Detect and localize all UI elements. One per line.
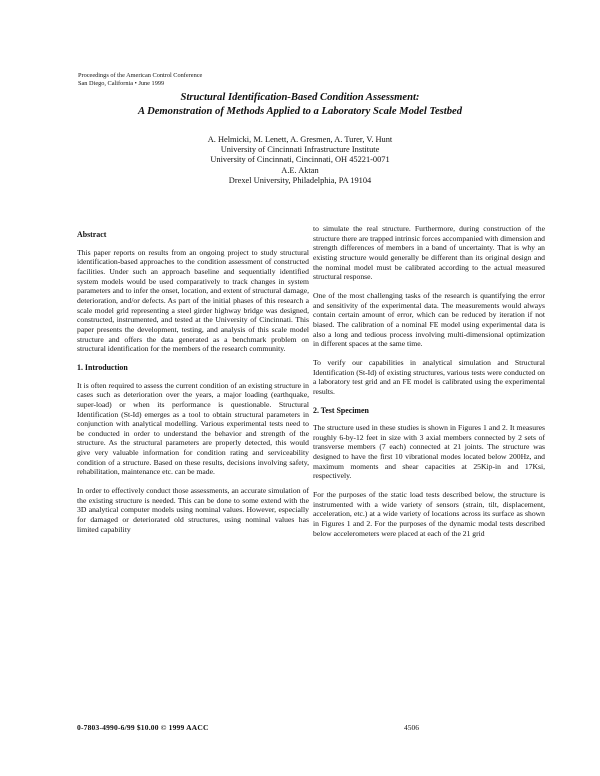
intro-paragraph-1: It is often required to assess the current condition of an existing structure in cases such as deterioration over the years, a major loading (earthquake, super-load) or when its performance is questionable. Structural Identification (St-Id) emerges as a tool to obtain structural parameters in conjunction with analytical modelling. Various experimental tests need to be conducted in order to understand the behavior and strength of the structure. As the structural parameters are properly detected, this would give very valuable information for condition rating and serviceability condition of a structure. Based on these results, decisions involving safety, rehabilitation, maintenance etc. can be made. — [77, 380, 309, 477]
address-2: Drexel University, Philadelphia, PA 19104 — [228, 175, 372, 185]
right-column — [313, 224, 545, 547]
paper-title — [60, 91, 540, 119]
right-paragraph-2: One of the most challenging tasks of the research is quantifying the error and sensitivity of the experimental data. The measurements would always contain certain amount of error, which can be reduced by iteration if not biased. The calibration of a nominal FE model using experimental data is also a long and tedious process involving multi-dimensional optimization in different spaces at the same time. — [313, 290, 545, 349]
author-names-2: A.E. Aktan — [281, 165, 319, 175]
right-paragraph-4: The structure used in these studies is shown in Figures 1 and 2. It measures roughly 6-by-12 feet in size with 3 axial members connected by 2 sets of transverse members (7 each) connected at 21 joints. The structure was designed to have the first 10 vibrational modes located below 200Hz, and maximum moments and shear capacities at 25Kip-in and 17Ksi, respectively. — [313, 423, 545, 481]
isbn-footer: 0-7803-4990-6/99 $10.00 © 1999 AACC — [77, 723, 209, 732]
address-1: University of Cincinnati, Cincinnati, OH 45221-0071 — [210, 155, 390, 165]
proceedings-location: San Diego, California • June 1999 — [78, 80, 165, 87]
intro-paragraph-2: In order to effectively conduct those assessments, an accurate simulation of the existing structure is needed. This can be done to some extend with the 3D analytical computer models using nominal values. However, especially for damaged or deteriorated old structures, using nominal values has limited capability — [77, 486, 309, 534]
proceedings-name: Proceedings of the American Control Conference — [78, 72, 203, 79]
right-paragraph-3: To verify our capabilities in analytical simulation and Structural Identification (St-Id) of existing structures, various tests were conducted on a laboratory test grid and an FE model is calibrated using the experimental results. — [313, 357, 545, 396]
abstract-text: This paper reports on results from an ongoing project to study structural identification-based approaches to the condition assessment of constructed facilities. Under such an approach baseline and sequentially identified system models would be used comparatively to track changes in system parameters and to infer the onset, location, and extent of structural damage, deterioration, and/or defects. As part of the initial phases of this research a scale model grid representing a steel girder highway bridge was designed, constructed, instrumented, and tested at the University of Cincinnati. This paper presents the development, testing, and analysis of this scale model structure and offers the data generated as a benchmark problem on structural identification for the members of the research community. — [77, 247, 309, 354]
right-paragraph-1: to simulate the real structure. Furthermore, during construction of the structure there are trapped intrinsic forces accompanied with dimension and strength differences of members in a band of uncertainty. That is why an existing structure would generally be different than its original design and the nominal model must be calibrated according to the actual measured structural response. — [313, 224, 545, 282]
title-line-2: A Demonstration of Methods Applied to a Laboratory Scale Model Testbed — [137, 106, 463, 117]
page-number: 4506 — [404, 723, 419, 732]
test-specimen-heading: 2. Test Specimen — [313, 405, 369, 415]
right-paragraph-5: For the purposes of the static load tests described below, the structure is instrumented with a wide variety of sensors (strain, tilt, displacement, acceleration, etc.) at a wide variety of locations across its surface as shown in Figures 1 and 2. For the purposes of the dynamic modal tests described below accelerometers were placed at each of the 21 grid — [313, 490, 545, 538]
affiliation-1: University of Cincinnati Infrastructure Institute — [220, 145, 380, 155]
title-line-1: Structural Identification-Based Condition Assessment: — [180, 92, 420, 103]
left-column — [77, 230, 309, 543]
author-block — [150, 135, 450, 186]
author-names-1: A. Helmicki, M. Lenett, A. Gresmen, A. Turer, V. Hunt — [207, 135, 393, 144]
introduction-heading: 1. Introduction — [77, 362, 128, 372]
abstract-heading: Abstract — [77, 230, 107, 239]
proceedings-header — [78, 72, 202, 88]
